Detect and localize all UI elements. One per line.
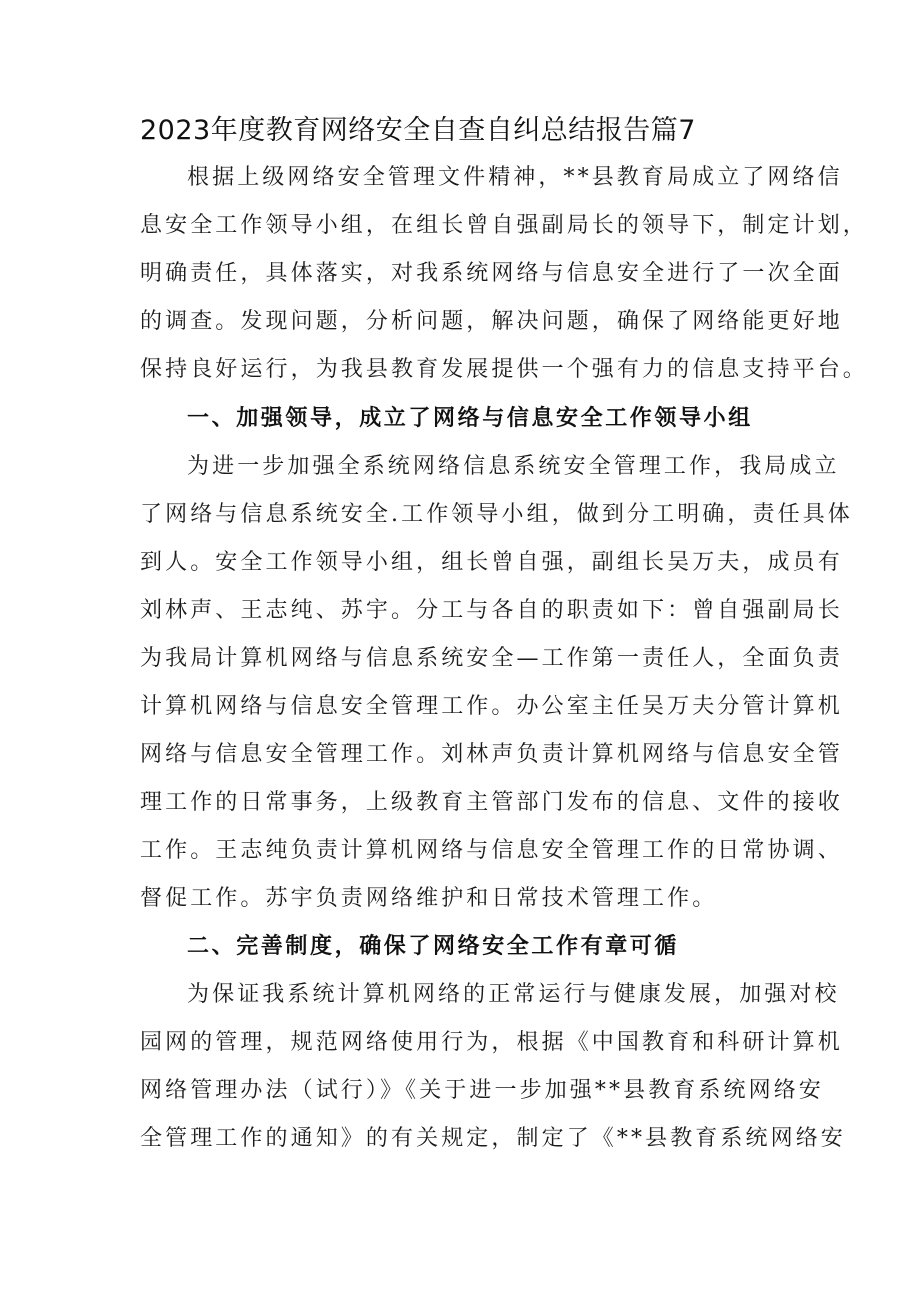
section-1-line-3: 到人。安全工作领导小组，组长曾自强，副组长吴万夫，成员有 (140, 550, 843, 575)
section-1-heading: 一、加强领导，成立了网络与信息安全工作领导小组 (187, 406, 753, 431)
intro-line-5: 保持良好运行，为我县教育发展提供一个强有力的信息支持平台。 (140, 357, 868, 382)
section-2-line-3: 网络管理办法（试行）》《关于进一步加强**县教育系统网络安 (140, 1078, 824, 1103)
intro-line-2: 息安全工作领导小组，在组长曾自强副局长的领导下，制定计划， (140, 213, 868, 238)
section-1-line-8: 理工作的日常事务，上级教育主管部门发布的信息、文件的接收 (140, 790, 843, 815)
section-1-line-9: 工作。王志纯负责计算机网络与信息安全管理工作的日常协调、 (140, 838, 843, 863)
section-2-line-1: 为保证我系统计算机网络的正常运行与健康发展，加强对校 (187, 982, 840, 1007)
intro-line-4: 的调查。发现问题，分析问题，解决问题，确保了网络能更好地 (140, 309, 843, 334)
section-1-line-4: 刘林声、王志纯、苏宇。分工与各自的职责如下：曾自强副局长 (140, 598, 843, 623)
section-1-line-10: 督促工作。苏宇负责网络维护和日常技术管理工作。 (140, 886, 718, 911)
section-1-line-6: 计算机网络与信息安全管理工作。办公室主任吴万夫分管计算机 (140, 694, 843, 719)
section-1-line-2: 了网络与信息系统安全.工作领导小组，做到分工明确，责任具体 (140, 502, 853, 527)
section-2-line-2: 园网的管理，规范网络使用行为，根据《中国教育和科研计算机 (140, 1030, 843, 1055)
intro-line-3: 明确责任，具体落实，对我系统网络与信息安全进行了一次全面 (140, 261, 843, 286)
document-title: 2023年度教育网络安全自查自纠总结报告篇7 (140, 115, 696, 146)
section-2-heading: 二、完善制度，确保了网络安全工作有章可循 (187, 934, 680, 959)
section-2-line-4: 全管理工作的通知》的有关规定，制定了《**县教育系统网络安 (140, 1126, 846, 1151)
intro-line-1: 根据上级网络安全管理文件精神，**县教育局成立了网络信 (187, 165, 843, 190)
section-1-line-1: 为进一步加强全系统网络信息系统安全管理工作，我局成立 (187, 454, 840, 479)
section-1-line-5: 为我局计算机网络与信息系统安全—工作第一责任人，全面负责 (140, 646, 843, 671)
section-1-line-7: 网络与信息安全管理工作。刘林声负责计算机网络与信息安全管 (140, 742, 843, 767)
